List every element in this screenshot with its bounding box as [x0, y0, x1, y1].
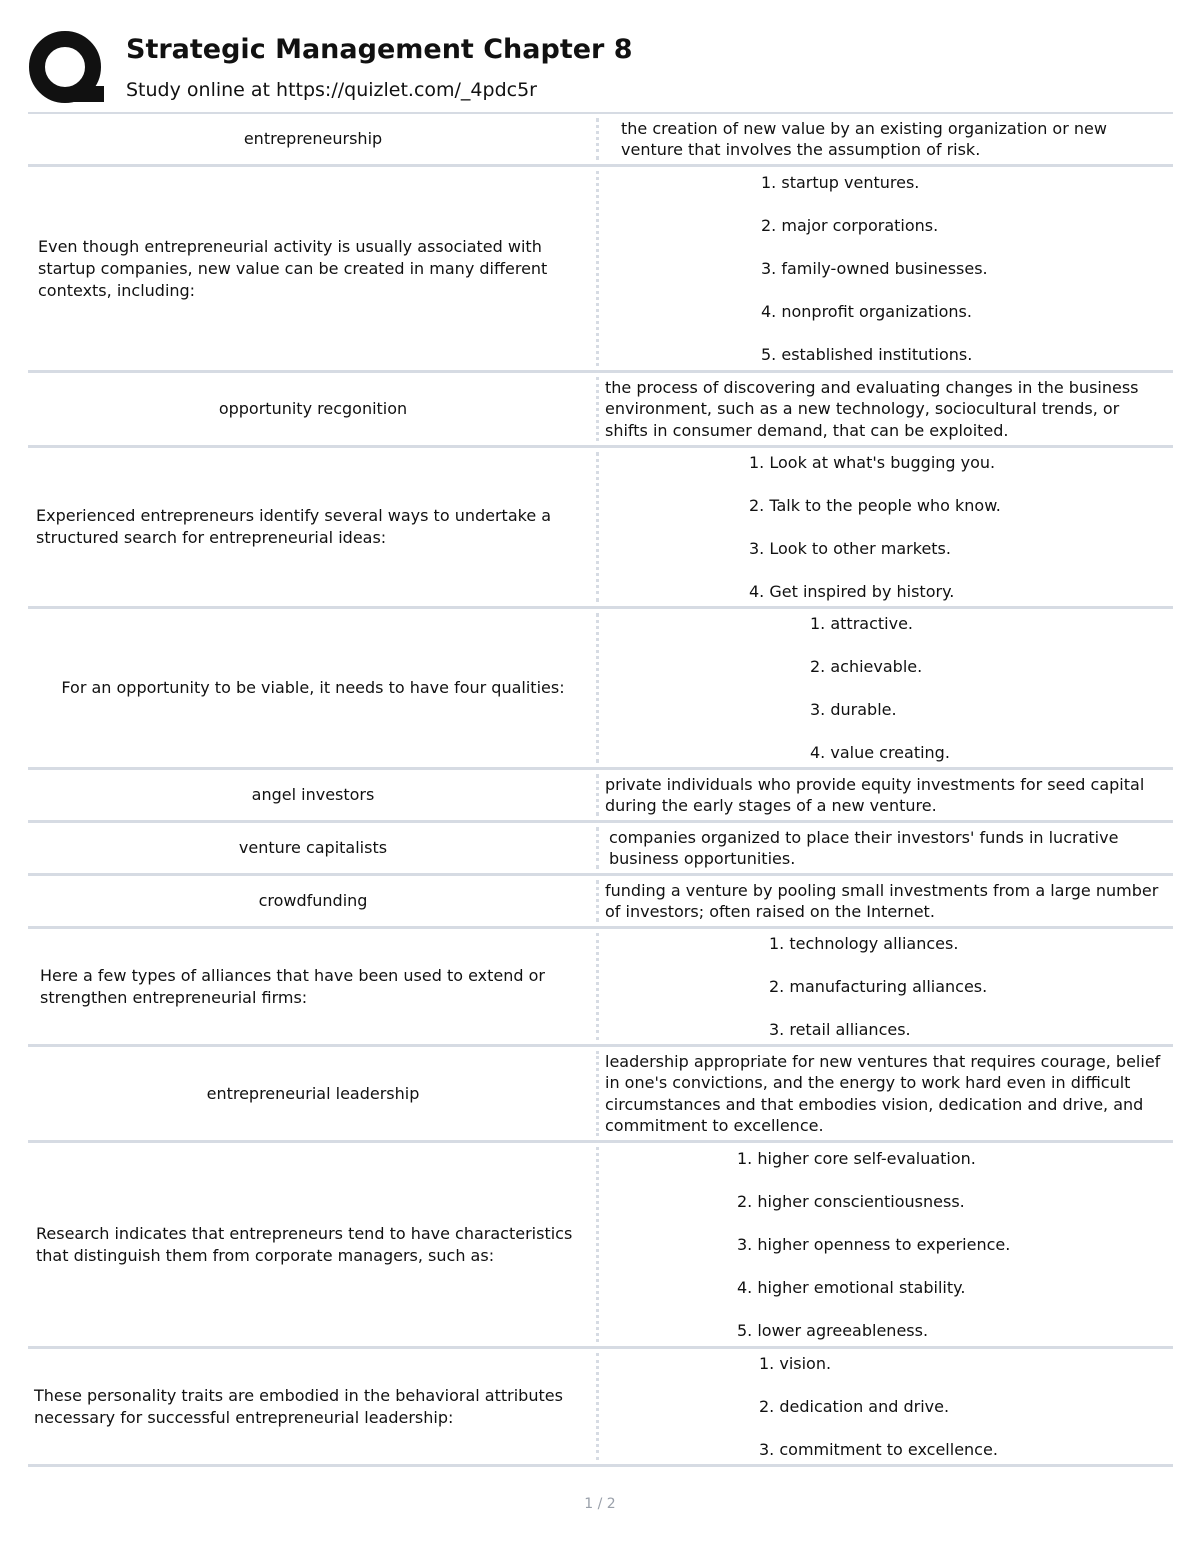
list-item: 2. manufacturing alliances.	[769, 977, 988, 996]
card-term: Experienced entrepreneurs identify several ways to undertake a structured search for entrepreneurial ideas:	[36, 506, 552, 547]
page-header	[0, 0, 1200, 112]
page-title: Strategic Management Chapter 8	[126, 34, 633, 65]
card-definition: the process of discovering and evaluating changes in the business environment, such as a new technology, sociocultural trends, or shifts in consumer demand, that can be exploited.	[605, 377, 1139, 440]
flashcard	[28, 114, 1173, 167]
flashcard	[28, 823, 1173, 876]
card-definition	[599, 929, 1173, 1044]
list-item: 3. durable.	[810, 700, 897, 719]
card-definition: companies organized to place their investors' funds in lucrative business opportunities.	[609, 827, 1119, 868]
card-term: entrepreneurship	[243, 129, 383, 148]
list-item: 3. retail alliances.	[769, 1020, 911, 1039]
list-item: 1. Look at what's bugging you.	[749, 453, 996, 472]
flashcard	[28, 929, 1173, 1047]
list-item: 1. vision.	[759, 1354, 832, 1373]
card-term: entrepreneurial leadership	[206, 1083, 420, 1103]
page-number: 1 / 2	[584, 1496, 616, 1512]
list-item: 5. established institutions.	[761, 345, 973, 364]
flashcard	[28, 770, 1173, 823]
list-item: 2. Talk to the people who know.	[749, 496, 1001, 515]
list-item: 1. technology alliances.	[769, 934, 959, 953]
flashcard-list	[28, 112, 1173, 1467]
card-term: venture capitalists	[238, 838, 388, 857]
card-term: angel investors	[251, 785, 375, 804]
flashcard	[28, 609, 1173, 770]
card-definition: the creation of new value by an existing organization or new venture that involves the assumption of risk.	[621, 118, 1107, 159]
flashcard	[28, 448, 1173, 609]
list-item: 3. higher openness to experience.	[737, 1235, 1011, 1254]
definition-list	[759, 1353, 1167, 1460]
flashcard	[28, 1349, 1173, 1467]
flashcard	[28, 167, 1173, 373]
flashcard	[28, 876, 1173, 929]
list-item: 4. nonprofit organizations.	[761, 302, 972, 321]
definition-list	[761, 172, 1167, 365]
card-term: Research indicates that entrepreneurs tend to have characteristics that distinguish them from corporate managers, such as:	[36, 1223, 573, 1265]
list-item: 4. value creating.	[810, 743, 950, 762]
flashcard	[28, 1047, 1173, 1143]
card-term: For an opportunity to be viable, it needs to have four qualities:	[61, 678, 565, 697]
list-item: 3. family-owned businesses.	[761, 259, 988, 278]
flashcard	[28, 1143, 1173, 1349]
list-item: 4. higher emotional stability.	[737, 1278, 966, 1297]
list-item: 1. startup ventures.	[761, 173, 920, 192]
list-item: 1. higher core self-evaluation.	[737, 1149, 976, 1168]
card-definition: leadership appropriate for new ventures that requires courage, belief in one's convictions, and the energy to work hard even in difficult circumstances and that embodies vision, dedication and drive, and commitment to excellence.	[605, 1051, 1161, 1135]
list-item: 3. commitment to excellence.	[759, 1440, 998, 1459]
card-definition	[599, 167, 1173, 370]
list-item: 2. dedication and drive.	[759, 1397, 950, 1416]
definition-list	[769, 933, 1167, 1040]
list-item: 2. major corporations.	[761, 216, 939, 235]
list-item: 2. achievable.	[810, 657, 923, 676]
card-term: crowdfunding	[258, 891, 368, 910]
definition-list	[737, 1148, 1167, 1341]
list-item: 1. attractive.	[810, 614, 913, 633]
card-term: These personality traits are embodied in the behavioral attributes necessary for successful entrepreneurial leadership:	[34, 1385, 563, 1427]
definition-list	[810, 613, 1167, 763]
card-term: Here a few types of alliances that have been used to extend or strengthen entrepreneurial firms:	[40, 965, 545, 1007]
card-definition	[599, 609, 1173, 767]
quizlet-logo-icon	[28, 28, 108, 108]
card-definition	[599, 1143, 1173, 1346]
list-item: 4. Get inspired by history.	[749, 582, 955, 601]
list-item: 3. Look to other markets.	[749, 539, 951, 558]
card-definition: funding a venture by pooling small investments from a large number of investors; often raised on the Internet.	[605, 880, 1159, 921]
card-term: Even though entrepreneurial activity is usually associated with startup companies, new value can be created in many different contexts, including:	[38, 236, 548, 300]
study-online-link[interactable]: Study online at https://quizlet.com/_4pdc5r	[126, 79, 537, 101]
list-item: 2. higher conscientiousness.	[737, 1192, 965, 1211]
card-definition	[599, 448, 1173, 606]
flashcard	[28, 373, 1173, 448]
list-item: 5. lower agreeableness.	[737, 1321, 929, 1340]
card-definition	[599, 1349, 1173, 1464]
card-definition: private individuals who provide equity investments for seed capital during the early stages of a new venture.	[605, 774, 1145, 815]
card-term: opportunity recgonition	[218, 399, 408, 418]
definition-list	[749, 452, 1167, 602]
